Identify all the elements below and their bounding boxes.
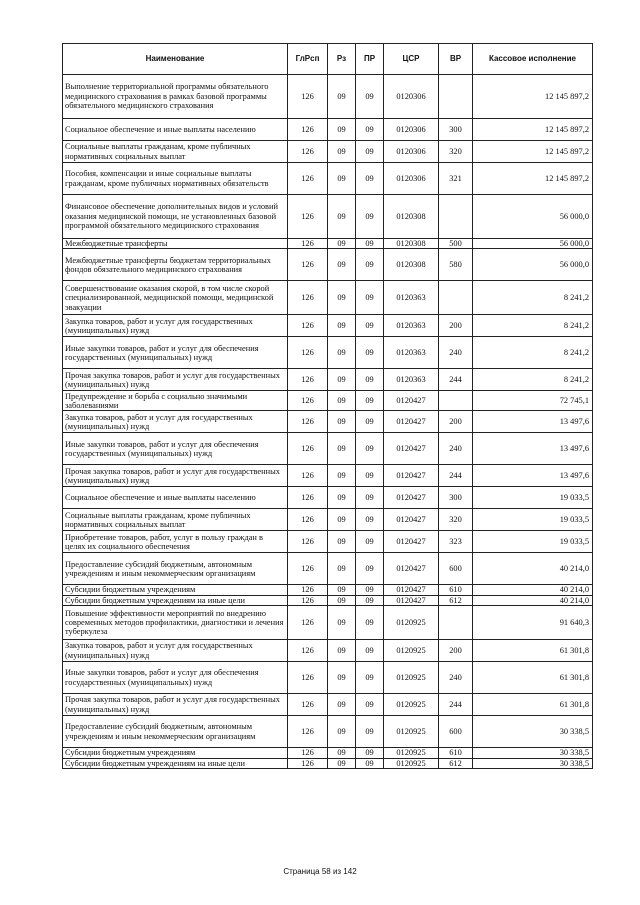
cell-amount: 56 000,0	[473, 249, 593, 281]
cell-csr: 0120308	[384, 195, 439, 239]
cell-glrsp: 126	[288, 531, 328, 553]
cell-csr: 0120925	[384, 748, 439, 758]
cell-csr: 0120306	[384, 163, 439, 195]
cell-rz: 09	[328, 249, 356, 281]
cell-csr: 0120427	[384, 411, 439, 433]
cell-pr: 09	[356, 337, 384, 369]
cell-rz: 09	[328, 595, 356, 605]
cell-pr: 09	[356, 465, 384, 487]
cell-amount: 30 338,5	[473, 758, 593, 768]
cell-rz: 09	[328, 337, 356, 369]
cell-rz: 09	[328, 487, 356, 509]
cell-pr: 09	[356, 758, 384, 768]
cell-name: Субсидии бюджетным учреждениям на иные цели	[63, 595, 288, 605]
cell-csr: 0120363	[384, 315, 439, 337]
cell-rz: 09	[328, 585, 356, 595]
cell-pr: 09	[356, 640, 384, 662]
table-row	[63, 281, 593, 315]
cell-rz: 09	[328, 433, 356, 465]
cell-name: Закупка товаров, работ и услуг для государственных (муниципальных) нужд	[63, 640, 288, 662]
cell-pr: 09	[356, 239, 384, 249]
table-row	[63, 249, 593, 281]
cell-rz: 09	[328, 758, 356, 768]
cell-csr: 0120427	[384, 595, 439, 605]
cell-vr: 612	[439, 758, 473, 768]
cell-amount: 72 745,1	[473, 391, 593, 411]
table-row	[63, 606, 593, 640]
cell-glrsp: 126	[288, 163, 328, 195]
cell-glrsp: 126	[288, 509, 328, 531]
cell-vr	[439, 391, 473, 411]
col-header-rz: Рз	[328, 44, 356, 75]
cell-pr: 09	[356, 748, 384, 758]
cell-csr: 0120925	[384, 716, 439, 748]
cell-glrsp: 126	[288, 249, 328, 281]
cell-csr: 0120427	[384, 509, 439, 531]
cell-name: Совершенствование оказания скорой, в том числе скорой специализированной, медицинской помощи, медицинской эвакуации	[63, 281, 288, 315]
table-row	[63, 315, 593, 337]
cell-rz: 09	[328, 662, 356, 694]
cell-csr: 0120427	[384, 433, 439, 465]
table-row	[63, 716, 593, 748]
table-row	[63, 369, 593, 391]
cell-name: Субсидии бюджетным учреждениям	[63, 585, 288, 595]
cell-csr: 0120308	[384, 239, 439, 249]
cell-vr: 600	[439, 553, 473, 585]
cell-amount: 61 301,8	[473, 640, 593, 662]
table-row	[63, 662, 593, 694]
cell-csr: 0120925	[384, 662, 439, 694]
cell-glrsp: 126	[288, 585, 328, 595]
cell-csr: 0120308	[384, 249, 439, 281]
cell-name: Субсидии бюджетным учреждениям на иные цели	[63, 758, 288, 768]
cell-amount: 12 145 897,2	[473, 75, 593, 119]
table-row	[63, 509, 593, 531]
table-row	[63, 595, 593, 605]
cell-vr	[439, 281, 473, 315]
table-row	[63, 411, 593, 433]
cell-amount: 40 214,0	[473, 595, 593, 605]
cell-amount: 12 145 897,2	[473, 141, 593, 163]
cell-name: Прочая закупка товаров, работ и услуг для государственных (муниципальных) нужд	[63, 369, 288, 391]
cell-pr: 09	[356, 509, 384, 531]
cell-rz: 09	[328, 281, 356, 315]
cell-csr: 0120427	[384, 465, 439, 487]
cell-amount: 40 214,0	[473, 553, 593, 585]
cell-name: Финансовое обеспечение дополнительных видов и условий оказания медицинской помощи, не установленных базовой программой обязательного медицинского страхования	[63, 195, 288, 239]
col-header-amount: Кассовое исполнение	[473, 44, 593, 75]
cell-pr: 09	[356, 553, 384, 585]
cell-vr: 240	[439, 662, 473, 694]
cell-glrsp: 126	[288, 411, 328, 433]
cell-glrsp: 126	[288, 337, 328, 369]
cell-rz: 09	[328, 748, 356, 758]
cell-rz: 09	[328, 369, 356, 391]
cell-glrsp: 126	[288, 433, 328, 465]
cell-amount: 8 241,2	[473, 337, 593, 369]
cell-glrsp: 126	[288, 119, 328, 141]
cell-pr: 09	[356, 141, 384, 163]
table-row	[63, 75, 593, 119]
table-row	[63, 391, 593, 411]
cell-vr: 244	[439, 694, 473, 716]
cell-vr: 244	[439, 369, 473, 391]
cell-pr: 09	[356, 531, 384, 553]
cell-pr: 09	[356, 595, 384, 605]
cell-amount: 19 033,5	[473, 487, 593, 509]
cell-glrsp: 126	[288, 595, 328, 605]
cell-csr: 0120925	[384, 758, 439, 768]
cell-amount: 30 338,5	[473, 748, 593, 758]
cell-rz: 09	[328, 391, 356, 411]
cell-amount: 56 000,0	[473, 239, 593, 249]
table-row	[63, 239, 593, 249]
cell-vr: 200	[439, 411, 473, 433]
cell-rz: 09	[328, 119, 356, 141]
cell-amount: 13 497,6	[473, 411, 593, 433]
cell-glrsp: 126	[288, 694, 328, 716]
cell-name: Социальное обеспечение и иные выплаты населению	[63, 119, 288, 141]
col-header-pr: ПР	[356, 44, 384, 75]
cell-amount: 91 640,3	[473, 606, 593, 640]
cell-name: Приобретение товаров, работ, услуг в пользу граждан в целях их социального обеспечения	[63, 531, 288, 553]
table-row	[63, 553, 593, 585]
table-row	[63, 163, 593, 195]
table-row	[63, 195, 593, 239]
col-header-name: Наименование	[63, 44, 288, 75]
cell-rz: 09	[328, 553, 356, 585]
cell-amount: 56 000,0	[473, 195, 593, 239]
cell-vr: 300	[439, 119, 473, 141]
cell-glrsp: 126	[288, 758, 328, 768]
cell-name: Межбюджетные трансферты	[63, 239, 288, 249]
cell-glrsp: 126	[288, 75, 328, 119]
cell-name: Предупреждение и борьба с социально значимыми заболеваниями	[63, 391, 288, 411]
cell-glrsp: 126	[288, 281, 328, 315]
cell-pr: 09	[356, 75, 384, 119]
cell-rz: 09	[328, 163, 356, 195]
cell-glrsp: 126	[288, 748, 328, 758]
cell-name: Прочая закупка товаров, работ и услуг для государственных (муниципальных) нужд	[63, 694, 288, 716]
cell-vr	[439, 75, 473, 119]
cell-name: Предоставление субсидий бюджетным, автономным учреждениям и иным некоммерческим организациям	[63, 553, 288, 585]
cell-rz: 09	[328, 531, 356, 553]
cell-csr: 0120363	[384, 337, 439, 369]
table-row	[63, 119, 593, 141]
cell-pr: 09	[356, 487, 384, 509]
cell-name: Субсидии бюджетным учреждениям	[63, 748, 288, 758]
cell-glrsp: 126	[288, 662, 328, 694]
col-header-vr: ВР	[439, 44, 473, 75]
cell-csr: 0120427	[384, 553, 439, 585]
cell-vr: 500	[439, 239, 473, 249]
cell-vr	[439, 606, 473, 640]
cell-amount: 61 301,8	[473, 662, 593, 694]
cell-amount: 13 497,6	[473, 433, 593, 465]
cell-glrsp: 126	[288, 716, 328, 748]
cell-csr: 0120363	[384, 281, 439, 315]
header-row	[63, 44, 593, 75]
cell-amount: 13 497,6	[473, 465, 593, 487]
cell-glrsp: 126	[288, 141, 328, 163]
cell-name: Иные закупки товаров, работ и услуг для обеспечения государственных (муниципальных) нужд	[63, 662, 288, 694]
cell-glrsp: 126	[288, 391, 328, 411]
cell-name: Прочая закупка товаров, работ и услуг для государственных (муниципальных) нужд	[63, 465, 288, 487]
page-footer: Страница 58 из 142	[283, 867, 357, 876]
cell-vr: 610	[439, 585, 473, 595]
cell-vr	[439, 195, 473, 239]
table-row	[63, 758, 593, 768]
cell-glrsp: 126	[288, 195, 328, 239]
cell-rz: 09	[328, 716, 356, 748]
cell-name: Межбюджетные трансферты бюджетам территориальных фондов обязательного медицинского страхования	[63, 249, 288, 281]
cell-pr: 09	[356, 411, 384, 433]
cell-vr: 200	[439, 315, 473, 337]
cell-rz: 09	[328, 141, 356, 163]
cell-vr: 200	[439, 640, 473, 662]
cell-name: Социальные выплаты гражданам, кроме публичных нормативных социальных выплат	[63, 141, 288, 163]
cell-pr: 09	[356, 585, 384, 595]
cell-pr: 09	[356, 369, 384, 391]
cell-rz: 09	[328, 411, 356, 433]
cell-csr: 0120363	[384, 369, 439, 391]
cell-amount: 19 033,5	[473, 531, 593, 553]
cell-pr: 09	[356, 281, 384, 315]
cell-vr: 610	[439, 748, 473, 758]
cell-vr: 321	[439, 163, 473, 195]
cell-csr: 0120427	[384, 487, 439, 509]
cell-name: Предоставление субсидий бюджетным, автономным учреждениям и иным некоммерческим организациям	[63, 716, 288, 748]
cell-glrsp: 126	[288, 606, 328, 640]
cell-rz: 09	[328, 75, 356, 119]
table-row	[63, 337, 593, 369]
table-row	[63, 640, 593, 662]
cell-amount: 12 145 897,2	[473, 119, 593, 141]
cell-vr: 240	[439, 433, 473, 465]
cell-pr: 09	[356, 606, 384, 640]
cell-glrsp: 126	[288, 465, 328, 487]
table-row	[63, 141, 593, 163]
cell-glrsp: 126	[288, 487, 328, 509]
cell-name: Социальное обеспечение и иные выплаты населению	[63, 487, 288, 509]
cell-pr: 09	[356, 716, 384, 748]
cell-vr: 320	[439, 141, 473, 163]
cell-name: Повышение эффективности мероприятий по внедрению современных методов профилактики, диагностики и лечения туберкулеза	[63, 606, 288, 640]
cell-name: Иные закупки товаров, работ и услуг для обеспечения государственных (муниципальных) нужд	[63, 433, 288, 465]
cell-name: Социальные выплаты гражданам, кроме публичных нормативных социальных выплат	[63, 509, 288, 531]
cell-pr: 09	[356, 195, 384, 239]
cell-rz: 09	[328, 315, 356, 337]
cell-amount: 40 214,0	[473, 585, 593, 595]
cell-name: Закупка товаров, работ и услуг для государственных (муниципальных) нужд	[63, 411, 288, 433]
cell-amount: 8 241,2	[473, 315, 593, 337]
cell-amount: 19 033,5	[473, 509, 593, 531]
cell-name: Пособия, компенсации и иные социальные выплаты гражданам, кроме публичных нормативных обязательств	[63, 163, 288, 195]
cell-amount: 8 241,2	[473, 369, 593, 391]
cell-vr: 323	[439, 531, 473, 553]
cell-csr: 0120427	[384, 585, 439, 595]
cell-name: Выполнение территориальной программы обязательного медицинского страхования в рамках базовой программы обязательного медицинского страхования	[63, 75, 288, 119]
cell-vr: 244	[439, 465, 473, 487]
cell-rz: 09	[328, 465, 356, 487]
cell-csr: 0120306	[384, 141, 439, 163]
cell-vr: 240	[439, 337, 473, 369]
cell-name: Закупка товаров, работ и услуг для государственных (муниципальных) нужд	[63, 315, 288, 337]
col-header-csr: ЦСР	[384, 44, 439, 75]
table-row	[63, 748, 593, 758]
cell-vr: 320	[439, 509, 473, 531]
cell-rz: 09	[328, 640, 356, 662]
cell-amount: 61 301,8	[473, 694, 593, 716]
budget-table	[62, 43, 593, 769]
cell-rz: 09	[328, 509, 356, 531]
cell-rz: 09	[328, 239, 356, 249]
cell-vr: 612	[439, 595, 473, 605]
cell-amount: 8 241,2	[473, 281, 593, 315]
cell-pr: 09	[356, 433, 384, 465]
table-row	[63, 531, 593, 553]
cell-pr: 09	[356, 315, 384, 337]
cell-glrsp: 126	[288, 369, 328, 391]
cell-csr: 0120306	[384, 75, 439, 119]
cell-glrsp: 126	[288, 553, 328, 585]
cell-amount: 12 145 897,2	[473, 163, 593, 195]
cell-csr: 0120925	[384, 694, 439, 716]
cell-csr: 0120427	[384, 391, 439, 411]
cell-rz: 09	[328, 694, 356, 716]
table-row	[63, 694, 593, 716]
cell-rz: 09	[328, 606, 356, 640]
cell-pr: 09	[356, 662, 384, 694]
cell-glrsp: 126	[288, 640, 328, 662]
table-row	[63, 585, 593, 595]
cell-pr: 09	[356, 163, 384, 195]
col-header-glrsp: ГлРсп	[288, 44, 328, 75]
cell-vr: 580	[439, 249, 473, 281]
cell-rz: 09	[328, 195, 356, 239]
cell-pr: 09	[356, 119, 384, 141]
cell-pr: 09	[356, 249, 384, 281]
table-row	[63, 487, 593, 509]
table-row	[63, 465, 593, 487]
cell-amount: 30 338,5	[473, 716, 593, 748]
cell-name: Иные закупки товаров, работ и услуг для обеспечения государственных (муниципальных) нужд	[63, 337, 288, 369]
cell-pr: 09	[356, 694, 384, 716]
cell-glrsp: 126	[288, 315, 328, 337]
cell-csr: 0120925	[384, 606, 439, 640]
cell-csr: 0120427	[384, 531, 439, 553]
cell-csr: 0120306	[384, 119, 439, 141]
cell-vr: 600	[439, 716, 473, 748]
cell-vr: 300	[439, 487, 473, 509]
table-row	[63, 433, 593, 465]
cell-csr: 0120925	[384, 640, 439, 662]
cell-pr: 09	[356, 391, 384, 411]
cell-glrsp: 126	[288, 239, 328, 249]
